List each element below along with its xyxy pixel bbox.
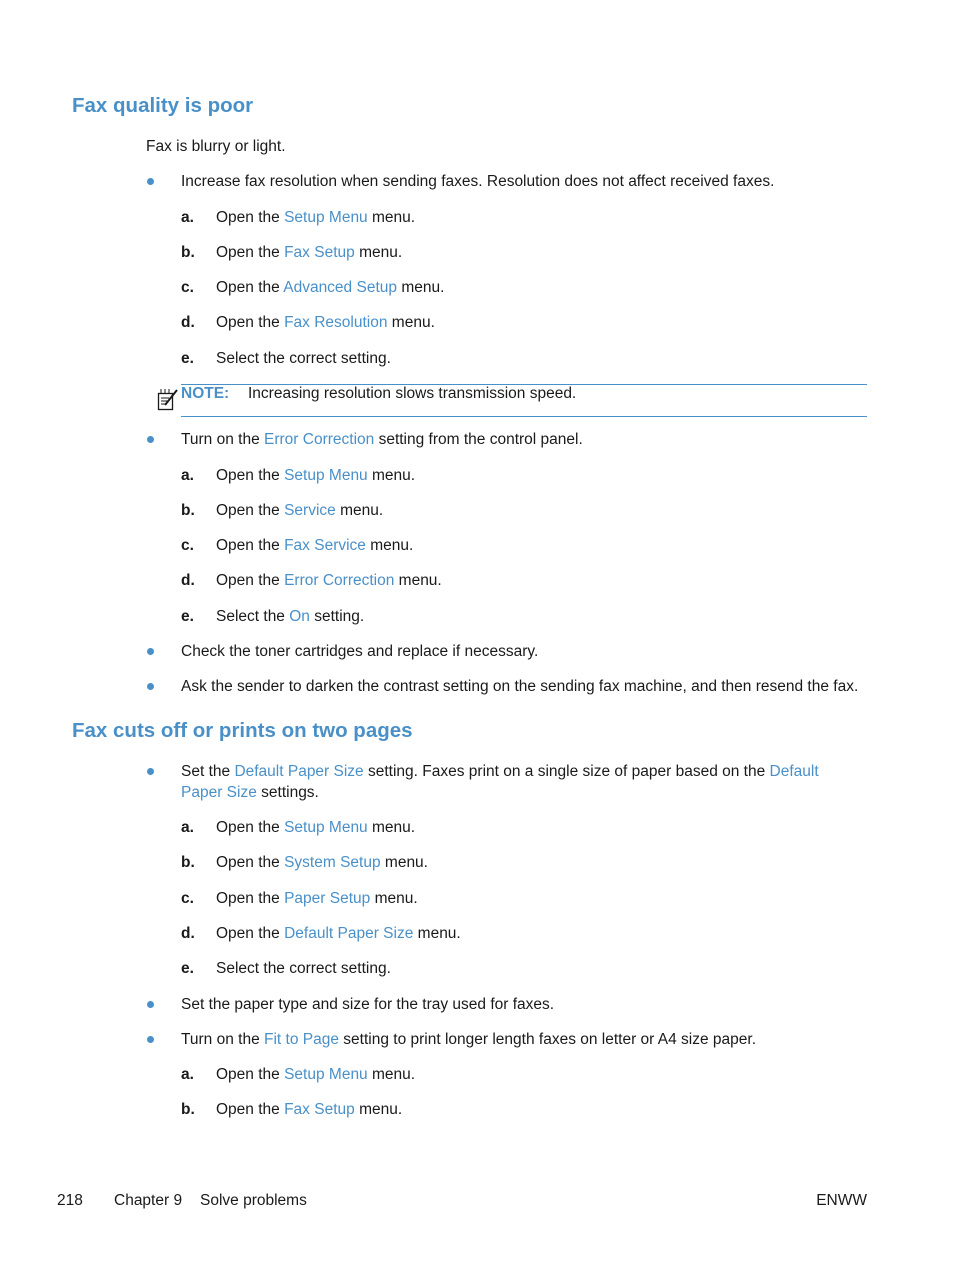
step-text: Open the Fax Setup menu. [216, 244, 403, 261]
step-text: Select the On setting. [216, 608, 365, 625]
bullet-icon [147, 648, 154, 655]
menu-link: Advanced Setup [283, 279, 397, 296]
intro-text: Fax is blurry or light. [146, 138, 286, 155]
menu-link: Paper Setup [284, 890, 371, 907]
step-text: Open the Fax Setup menu. [216, 1101, 403, 1118]
bullet-icon [147, 1001, 154, 1008]
setting-link: Paper Size [181, 784, 257, 801]
step-letter: d. [181, 572, 195, 589]
step-letter: a. [181, 819, 194, 836]
menu-link: Setup Menu [284, 467, 368, 484]
step-text: Select the correct setting. [216, 350, 391, 367]
step-text: Open the Default Paper Size menu. [216, 925, 461, 942]
bullet-text: Turn on the Fit to Page setting to print longer length faxes on letter or A4 size paper. [181, 1031, 757, 1048]
setting-link: Fit to Page [264, 1031, 339, 1048]
step-letter: a. [181, 467, 194, 484]
bullet-text: Set the Default Paper Size setting. Faxes print on a single size of paper based on the Default [181, 763, 819, 780]
step-letter: b. [181, 1101, 195, 1118]
step-letter: a. [181, 209, 194, 226]
menu-link: Setup Menu [284, 1066, 368, 1083]
footer-locale: ENWW [816, 1192, 867, 1209]
bullet-text: Turn on the Error Correction setting from the control panel. [181, 431, 583, 448]
step-letter: c. [181, 537, 194, 554]
step-text: Open the Fax Service menu. [216, 537, 414, 554]
step-text: Open the Setup Menu menu. [216, 467, 416, 484]
step-letter: c. [181, 279, 194, 296]
step-text: Open the Setup Menu menu. [216, 1066, 416, 1083]
step-text: Select the correct setting. [216, 960, 391, 977]
menu-link: Fax Resolution [284, 314, 388, 331]
section-heading: Fax cuts off or prints on two pages [72, 719, 413, 742]
step-letter: e. [181, 960, 194, 977]
step-text: Open the Fax Resolution menu. [216, 314, 435, 331]
menu-link: Fax Setup [284, 244, 355, 261]
step-text: Open the Advanced Setup menu. [216, 279, 445, 296]
bullet-icon [147, 1036, 154, 1043]
setting-link: Default Paper Size [234, 763, 364, 780]
bullet-icon [147, 436, 154, 443]
menu-link: Error Correction [284, 572, 395, 589]
bullet-text: Increase fax resolution when sending faxes. Resolution does not affect received faxes. [181, 173, 775, 190]
step-text: Open the Setup Menu menu. [216, 819, 416, 836]
menu-link: Service [284, 502, 336, 519]
bullet-text: Check the toner cartridges and replace if necessary. [181, 643, 539, 660]
menu-link: Fax Setup [284, 1101, 355, 1118]
bullet-icon [147, 768, 154, 775]
menu-link: System Setup [284, 854, 381, 871]
setting-link: Default [769, 763, 819, 780]
step-letter: d. [181, 314, 195, 331]
step-letter: b. [181, 854, 195, 871]
page-number: 218 [57, 1192, 83, 1209]
footer-chapter-title: Solve problems [200, 1192, 307, 1209]
setting-link: On [289, 608, 310, 625]
step-text: Open the Paper Setup menu. [216, 890, 418, 907]
note-text: Increasing resolution slows transmission speed. [248, 385, 577, 402]
step-letter: b. [181, 502, 195, 519]
bullet-icon [147, 683, 154, 690]
step-text: Open the Setup Menu menu. [216, 209, 416, 226]
note-label: NOTE: [181, 385, 230, 402]
menu-link: Setup Menu [284, 209, 368, 226]
menu-link: Fax Service [284, 537, 366, 554]
footer-chapter: Chapter 9 [114, 1192, 183, 1209]
step-letter: a. [181, 1066, 194, 1083]
step-text: Open the Service menu. [216, 502, 384, 519]
note-rule-bottom [181, 416, 867, 417]
bullet-text-continued: Paper Size settings. [181, 784, 319, 801]
step-text: Open the Error Correction menu. [216, 572, 442, 589]
bullet-text: Ask the sender to darken the contrast setting on the sending fax machine, and then resend the fax. [181, 678, 859, 695]
section-heading: Fax quality is poor [72, 94, 254, 117]
note-pencil-icon [156, 387, 180, 411]
step-letter: e. [181, 608, 194, 625]
menu-link: Default Paper Size [284, 925, 414, 942]
step-letter: e. [181, 350, 194, 367]
step-letter: c. [181, 890, 194, 907]
step-letter: b. [181, 244, 195, 261]
menu-link: Setup Menu [284, 819, 368, 836]
step-letter: d. [181, 925, 195, 942]
bullet-icon [147, 178, 154, 185]
bullet-text: Set the paper type and size for the tray used for faxes. [181, 996, 555, 1013]
setting-link: Error Correction [264, 431, 375, 448]
step-text: Open the System Setup menu. [216, 854, 428, 871]
